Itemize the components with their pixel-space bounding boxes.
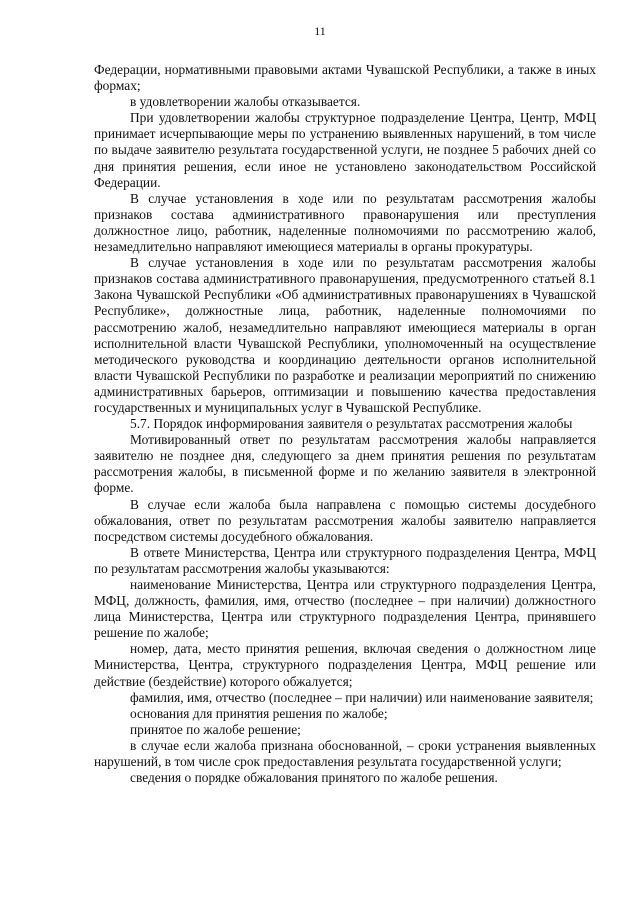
paragraph-administrative-offense: В случае установления в ходе или по результатам рассмотрения жалобы признаков состава административного правонарушения, предусмотренного статьей 8.1 Закона Чувашской Республики «Об административных правонарушениях в Чувашской Республике», должностные лица, работник, наделенные полномочиями по рассмотрению жалоб, незамедлительно направляют имеющиеся материалы в орган исполнительной власти Чувашской Республики, уполномоченный на осуществление методического руководства и координацию деятельности органов исполнительной власти Чувашской Республики по разработке и реализации мероприятий по снижению административных барьеров, оптимизации и повышению качества предоставления государственных и муниципальных услуг в Чувашской Республике. [94, 255, 596, 415]
section-heading-5-7: 5.7. Порядок информирования заявителя о результатах рассмотрения жалобы [130, 416, 573, 432]
paragraph-refusal: в удовлетворении жалобы отказывается. [130, 94, 361, 110]
list-item-grounds: основания для принятия решения по жалобе; [130, 705, 388, 721]
paragraph-pretrial-system: В случае если жалоба была направлена с помощью системы досудебного обжалования, ответ по результатам рассмотрения жалобы заявителю направляется посредством системы досудебного обжалования. [94, 496, 596, 544]
page-number: 11 [314, 24, 326, 38]
list-item-decision: принятое по жалобе решение; [130, 721, 301, 737]
paragraph-response-contents: В ответе Министерства, Центра или структурного подразделения Центра, МФЦ по результатам рассмотрения жалобы указываются: [94, 544, 596, 576]
list-item-deadlines: в случае если жалоба признана обоснованной, – сроки устранения выявленных нарушений, в том числе срок предоставления результата государственной услуги; [94, 737, 596, 770]
paragraph-satisfaction-measures: При удовлетворении жалобы структурное подразделение Центра, Центр, МФЦ принимает исчерпывающие меры по устранению выявленных нарушений, в том числе по выдаче заявителю результата государственной услуги, не позднее 5 рабочих дней со дня принятия решения, если иное не установлено законодательством Российской Федерации. [94, 110, 596, 190]
paragraph-motivated-response: Мотивированный ответ по результатам рассмотрения жалобы направляется заявителю не позднее дня, следующего за днем принятия решения по результатам рассмотрения жалобы, в письменной форме и по желанию заявителя в электронной форме. [94, 432, 596, 496]
paragraph-continued: Федерации, нормативными правовыми актами Чувашской Республики, а также в иных формах; [94, 62, 596, 94]
list-item-appeal-procedure: сведения о порядке обжалования принятого по жалобе решения. [130, 770, 498, 786]
document-body [94, 62, 596, 786]
paragraph-crime-signs: В случае установления в ходе или по результатам рассмотрения жалобы признаков состава административного правонарушения или преступления должностное лицо, работник, наделенные полномочиями по рассмотрению жалоб, незамедлительно направляют имеющиеся материалы в органы прокуратуры. [94, 190, 596, 255]
list-item-decision-number: номер, дата, место принятия решения, включая сведения о должностном лице Министерства, Центра, структурного подразделения Центра, МФЦ решение или действие (бездействие) которого обжалуется; [94, 641, 596, 689]
list-item-organization-name: наименование Министерства, Центра или структурного подразделения Центра, МФЦ, должность, фамилия, имя, отчество (последнее – при наличии) должностного лица Министерства, Центра или структурного подразделения Центра, принявшего решение по жалобе; [94, 577, 596, 641]
list-item-applicant-name: фамилия, имя, отчество (последнее – при наличии) или наименование заявителя; [130, 689, 594, 705]
